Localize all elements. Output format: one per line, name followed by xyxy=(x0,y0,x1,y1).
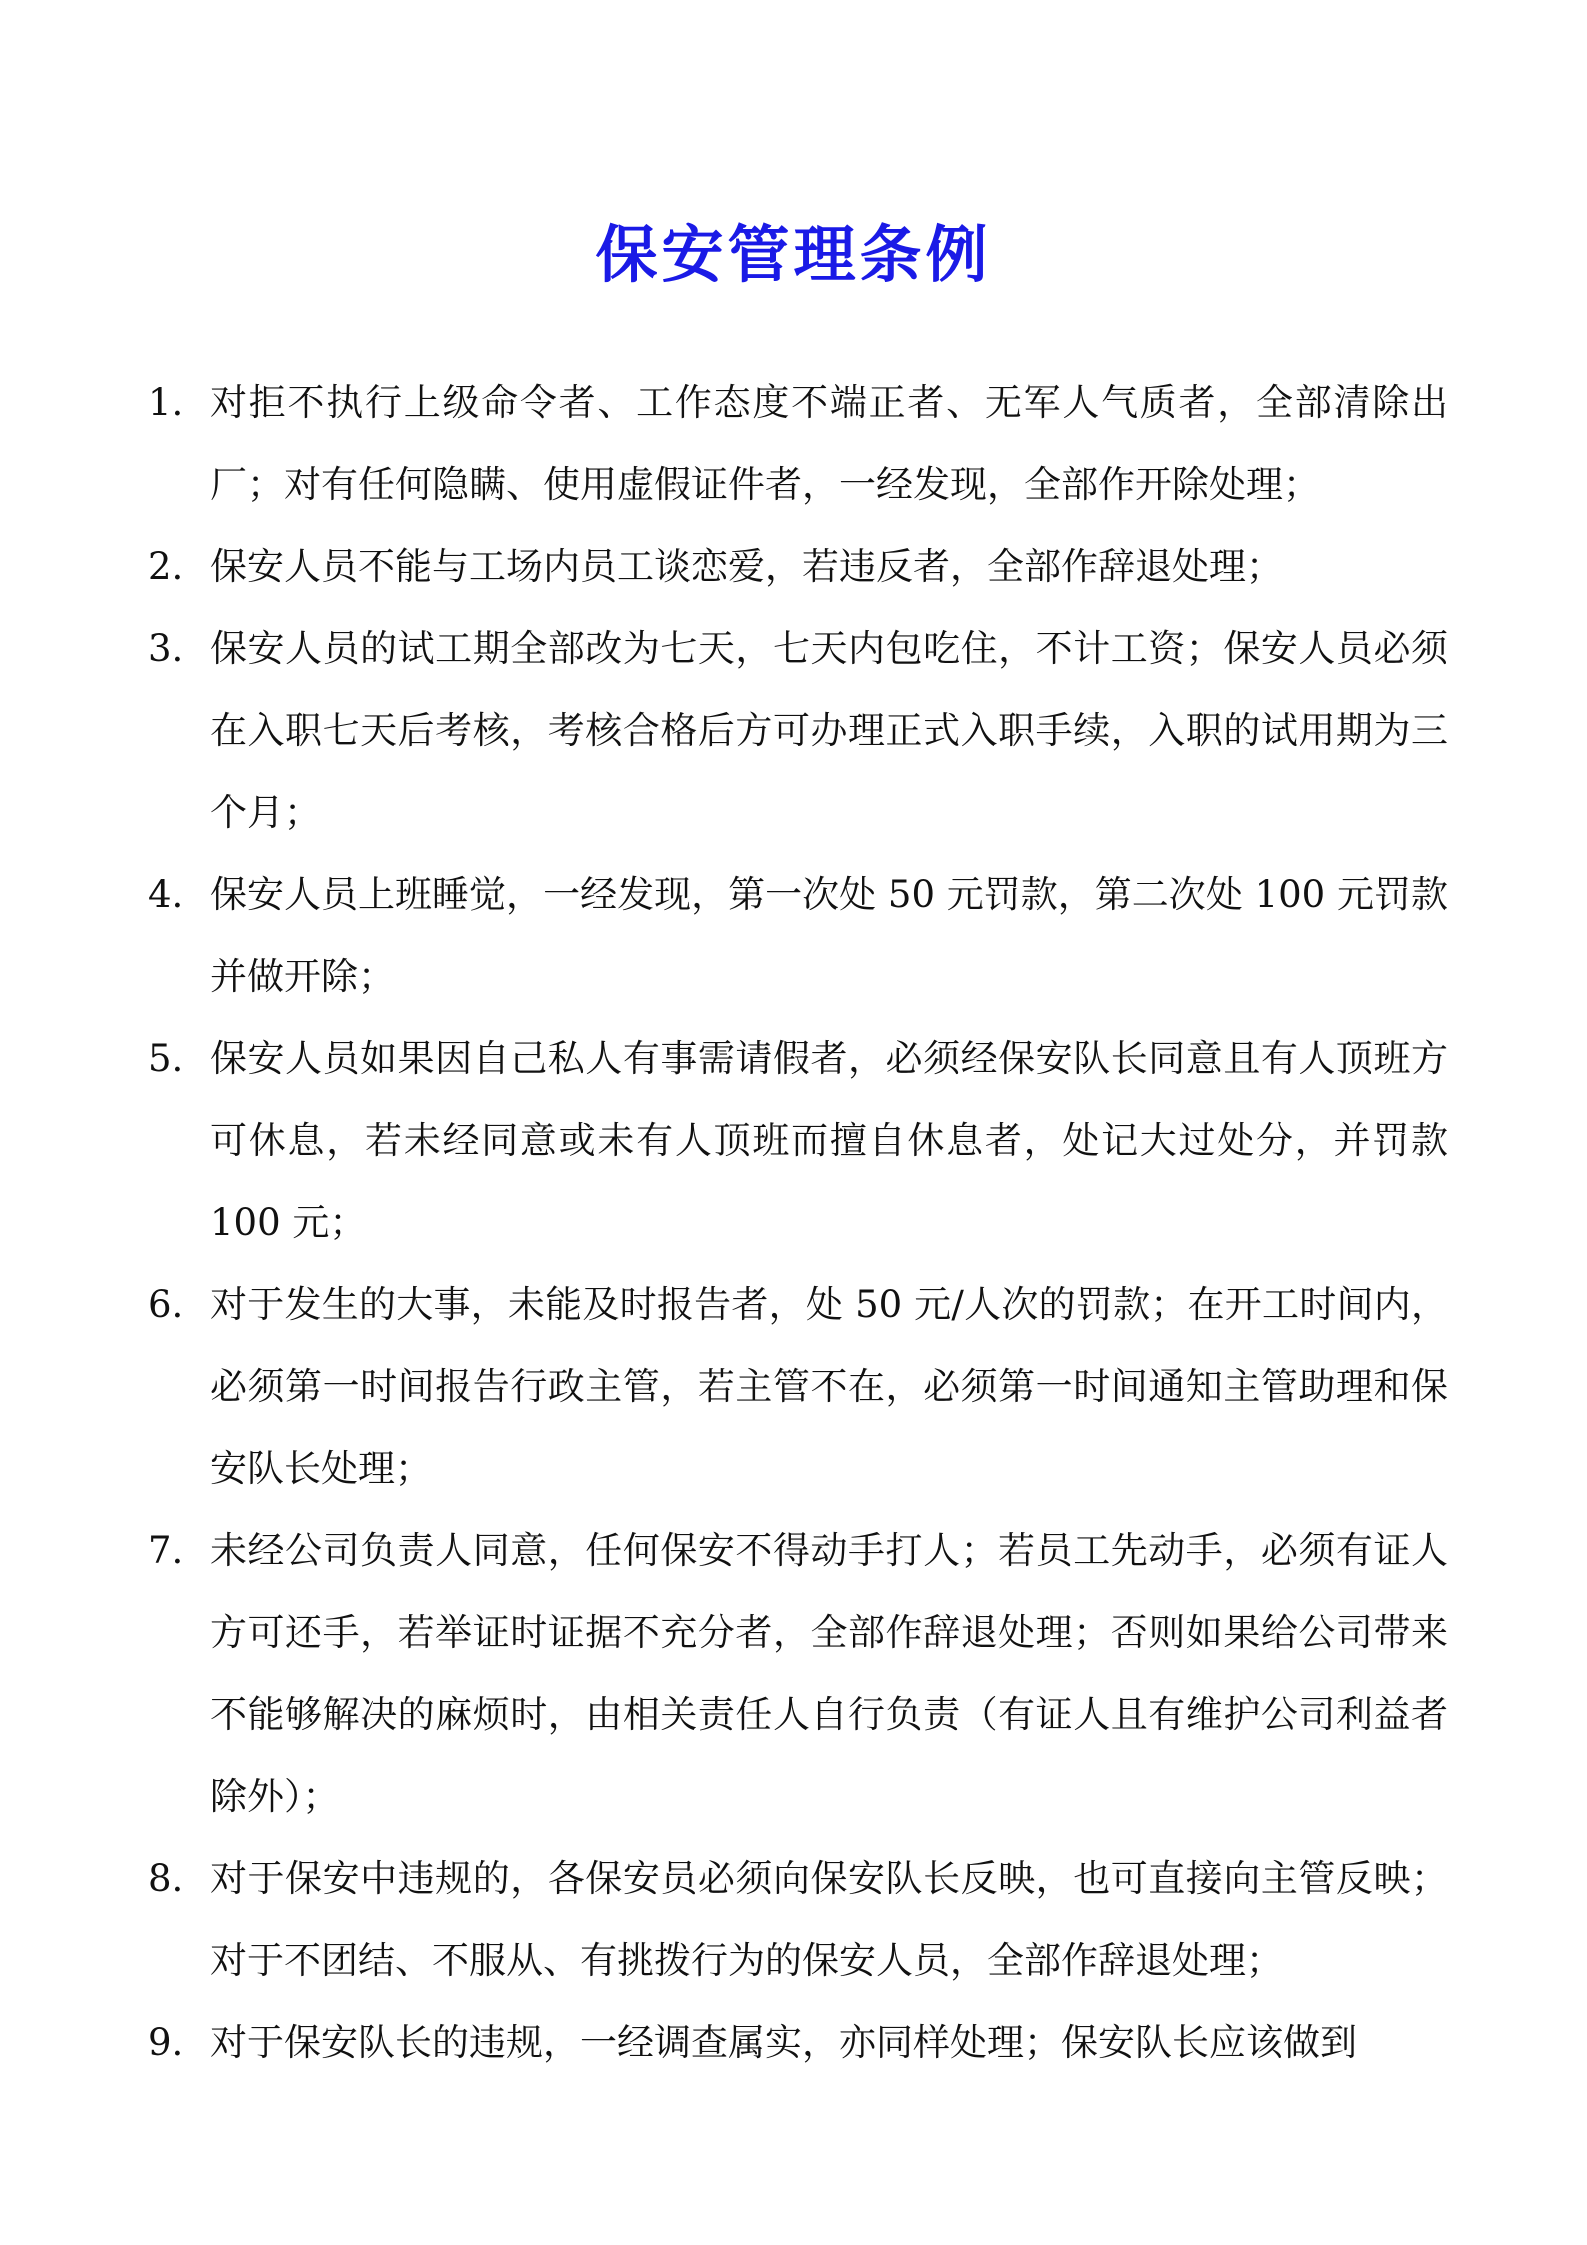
rule-number: 6. xyxy=(148,1283,184,1326)
rule-item-3 xyxy=(148,608,1448,854)
rule-number: 8. xyxy=(148,1857,184,1900)
rule-text: 保安人员如果因自己私人有事需请假者，必须经保安队长同意且有人顶班方可休息，若未经同意或未有人顶班而擅自休息者，处记大过处分，并罚款 100 元； xyxy=(210,1037,1448,1244)
rule-number: 3. xyxy=(148,627,184,670)
rule-number: 5. xyxy=(148,1037,184,1080)
rule-text: 对于保安队长的违规，一经调查属实，亦同样处理；保安队长应该做到 xyxy=(210,2021,1357,2064)
rule-item-2 xyxy=(148,526,1448,608)
rule-item-8 xyxy=(148,1838,1448,2002)
rule-item-5 xyxy=(148,1018,1448,1264)
rule-text: 保安人员不能与工场内员工谈恋爱，若违反者，全部作辞退处理； xyxy=(210,545,1283,588)
rules-list xyxy=(148,362,1448,2084)
rule-item-1 xyxy=(148,362,1448,526)
rule-item-9 xyxy=(148,2002,1448,2084)
rule-number: 1. xyxy=(148,381,184,424)
rule-text: 对于发生的大事，未能及时报告者，处 50 元/人次的罚款；在开工时间内，必须第一时间报告行政主管，若主管不在，必须第一时间通知主管助理和保安队长处理； xyxy=(210,1283,1448,1490)
rule-text: 未经公司负责人同意，任何保安不得动手打人；若员工先动手，必须有证人方可还手，若举证时证据不充分者，全部作辞退处理；否则如果给公司带来不能够解决的麻烦时，由相关责任人自行负责（有证人且有维护公司利益者除外）； xyxy=(210,1529,1448,1818)
rule-item-6 xyxy=(148,1264,1448,1510)
rule-item-7 xyxy=(148,1510,1448,1838)
rule-number: 9. xyxy=(148,2021,184,2064)
page-title: 保安管理条例 xyxy=(595,217,992,291)
rule-number: 4. xyxy=(148,873,184,916)
rule-text: 对于保安中违规的，各保安员必须向保安队长反映，也可直接向主管反映；对于不团结、不服从、有挑拨行为的保安人员，全部作辞退处理； xyxy=(210,1857,1448,1982)
rule-text: 对拒不执行上级命令者、工作态度不端正者、无军人气质者，全部清除出厂；对有任何隐瞒、使用虚假证件者，一经发现，全部作开除处理； xyxy=(210,381,1448,506)
rule-number: 7. xyxy=(148,1529,184,1572)
rule-number: 2. xyxy=(148,545,184,588)
rule-text: 保安人员上班睡觉，一经发现，第一次处 50 元罚款，第二次处 100 元罚款并做开除； xyxy=(210,873,1448,998)
rule-item-4 xyxy=(148,854,1448,1018)
rule-text: 保安人员的试工期全部改为七天，七天内包吃住，不计工资；保安人员必须在入职七天后考核，考核合格后方可办理正式入职手续，入职的试用期为三个月； xyxy=(210,627,1448,834)
